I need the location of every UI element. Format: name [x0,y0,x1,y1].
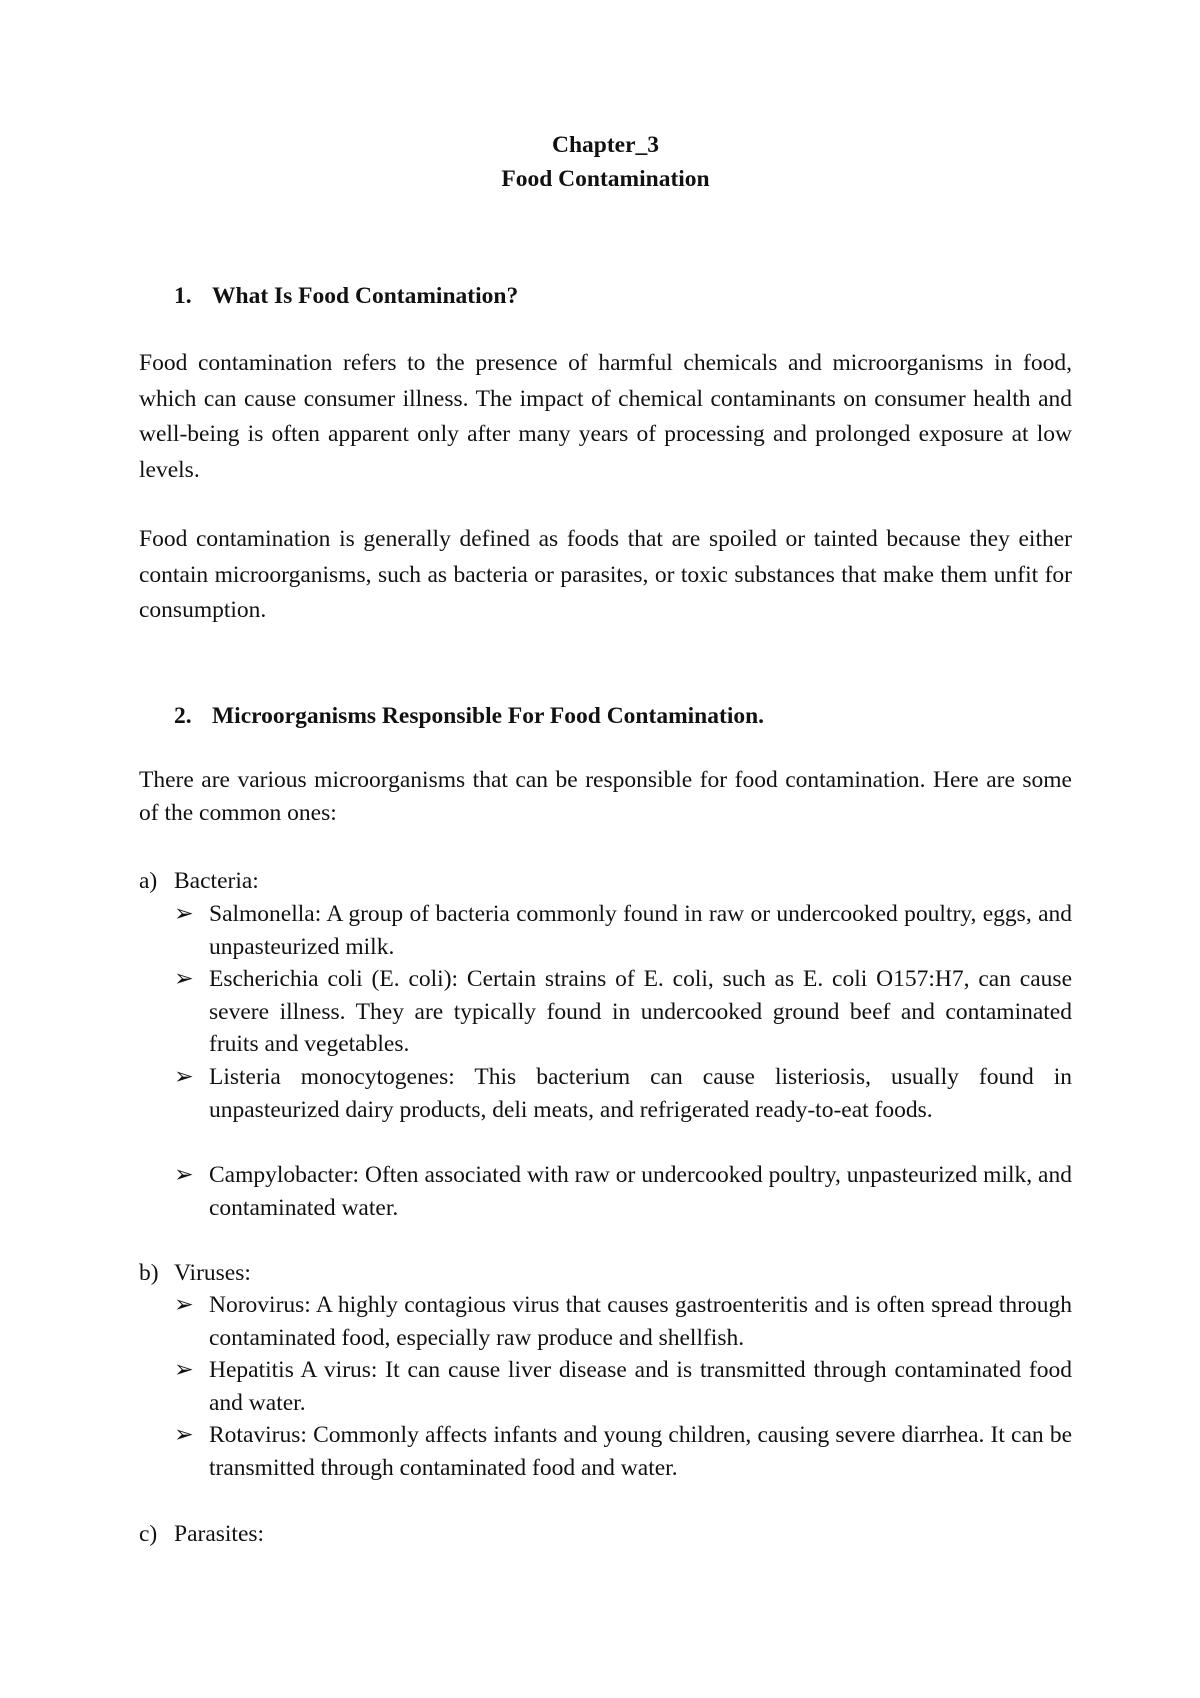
list-item-text: Campylobacter: Often associated with raw or undercooked poultry, unpasteurized milk, and contaminated water. [209,1162,1072,1221]
group-letter: b) [139,1260,159,1286]
section-2-title: Microorganisms Responsible For Food Contamination. [212,703,765,729]
arrow-bullet-icon: ➢ [174,966,194,992]
section-2-intro: There are various microorganisms that can be responsible for food contamination. Here are some of the common ones: [139,767,1072,826]
list-item [174,963,1072,1061]
section-1-number: 1. [174,283,192,309]
list-item [174,1159,1072,1224]
list-item-text: Salmonella: A group of bacteria commonly found in raw or undercooked poultry, eggs, and unpasteurized milk. [209,901,1072,960]
arrow-bullet-icon: ➢ [174,1162,194,1188]
list-item-text: Listeria monocytogenes: This bacterium can cause listeriosis, usually found in unpasteurized dairy products, deli meats, and refrigerated ready-to-eat foods. [209,1064,1072,1123]
group-title: Viruses: [174,1260,251,1286]
list-item [174,1061,1072,1126]
chapter-title: Food Contamination [501,166,710,192]
group-bacteria-label [139,864,259,898]
list-item [174,898,1072,963]
list-item [174,1354,1072,1419]
arrow-bullet-icon: ➢ [174,1292,194,1318]
arrow-bullet-icon: ➢ [174,1357,194,1383]
group-letter: a) [139,868,158,894]
section-2-number: 2. [174,703,192,729]
list-item-text: Escherichia coli (E. coli): Certain strains of E. coli, such as E. coli O157:H7, can cause severe illness. They are typically found in undercooked ground beef and contaminated fruits and vegetables. [209,966,1072,1057]
arrow-bullet-icon: ➢ [174,1064,194,1090]
list-item-text: Hepatitis A virus: It can cause liver disease and is transmitted through contaminated food and water. [209,1357,1072,1416]
group-viruses-label [139,1256,251,1290]
section-1-title: What Is Food Contamination? [212,283,519,309]
section-1-heading [174,279,518,313]
list-item-text: Norovirus: A highly contagious virus that causes gastroenteritis and is often spread through contaminated food, especially raw produce and shellfish. [209,1292,1072,1351]
list-item [174,1419,1072,1484]
section-2-heading [174,699,764,733]
list-item-text: Rotavirus: Commonly affects infants and young children, causing severe diarrhea. It can be transmitted through contaminated food and water. [209,1422,1072,1481]
group-title: Bacteria: [174,868,259,894]
arrow-bullet-icon: ➢ [174,1422,194,1448]
group-parasites-label [139,1517,264,1551]
section-1-paragraph-1: Food contamination refers to the presence of harmful chemicals and microorganisms in food, which can cause consumer illness. The impact of chemical contaminants on consumer health and well-being is often apparent only after many years of processing and prolonged exposure at low levels. [139,350,1072,483]
section-1-paragraph-2: Food contamination is generally defined as foods that are spoiled or tainted because they either contain microorganisms, such as bacteria or parasites, or toxic substances that make them unfit for consumption. [139,526,1072,623]
arrow-bullet-icon: ➢ [174,901,194,927]
list-item [174,1289,1072,1354]
group-title: Parasites: [174,1521,265,1547]
group-letter: c) [139,1521,158,1547]
chapter-label: Chapter_3 [551,132,660,158]
